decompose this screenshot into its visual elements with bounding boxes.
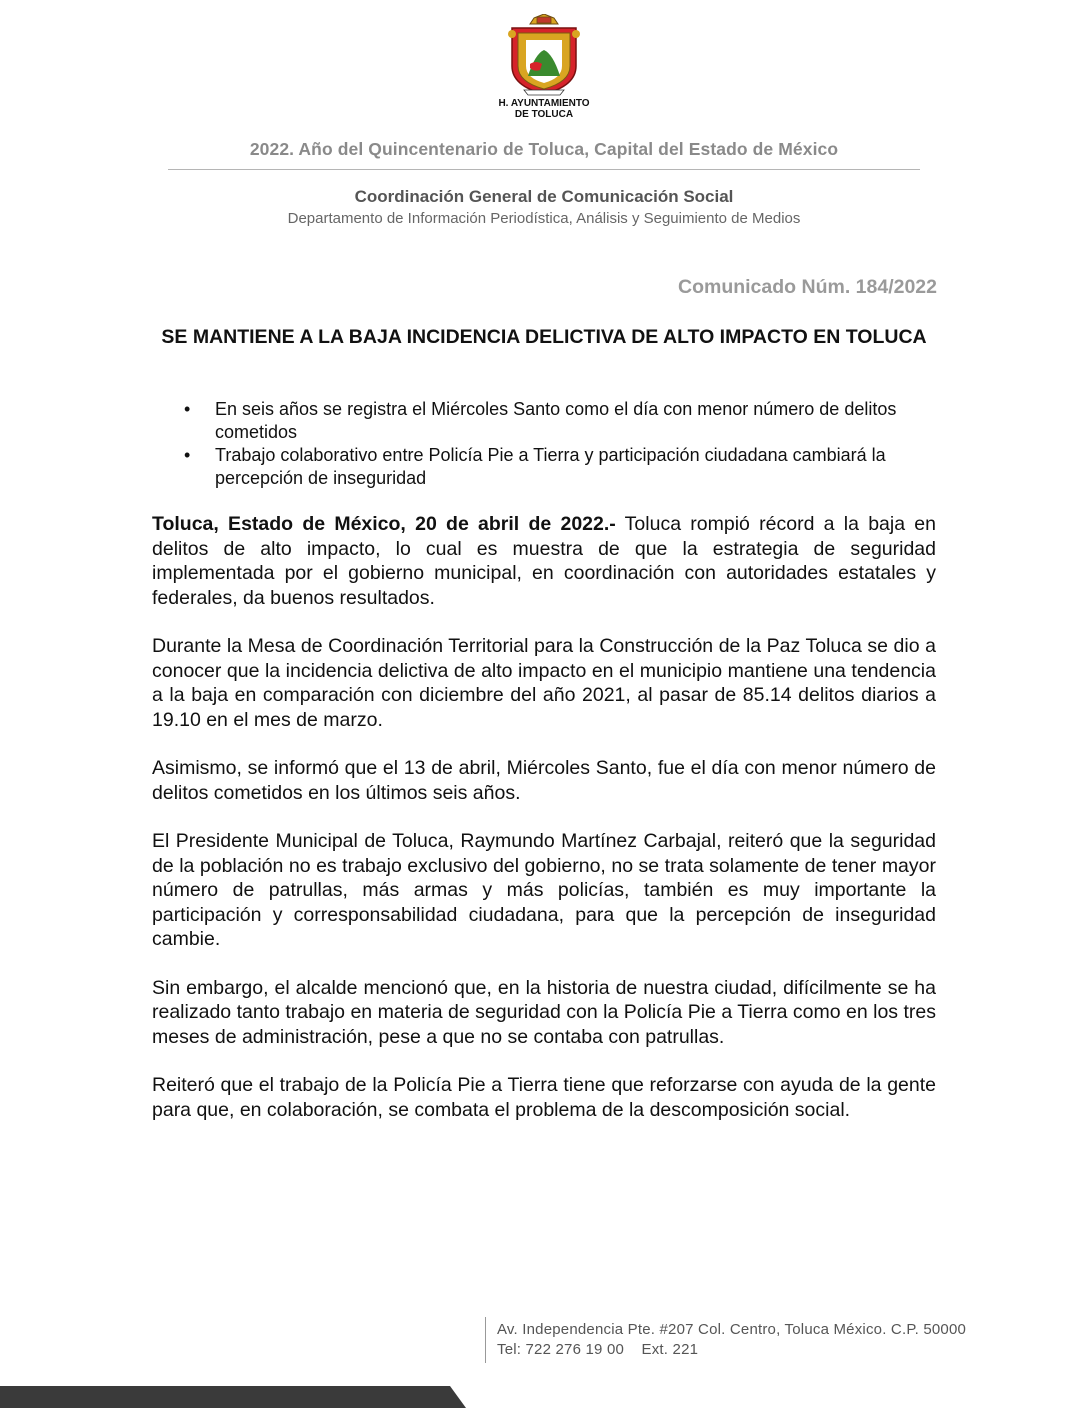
bullet-icon: •: [184, 445, 191, 465]
department-subtitle: Departamento de Información Periodística, Análisis y Seguimiento de Medios: [287, 210, 801, 227]
body-paragraph-3: Asimismo, se informó que el 13 de abril, Miércoles Santo, fue el día con menor número de delitos cometidos en los últimos seis años.: [152, 757, 936, 804]
logo-caption-line2: DE TOLUCA: [514, 109, 574, 120]
coordination-title: Coordinación General de Comunicación Social: [354, 187, 734, 206]
year-motto: 2022. Año del Quincentenario de Toluca, Capital del Estado de México: [249, 139, 839, 159]
footer-contact: [497, 1320, 966, 1360]
footer-extension: Ext. 221: [641, 1341, 699, 1358]
press-release-headline: SE MANTIENE A LA BAJA INCIDENCIA DELICTIVA DE ALTO IMPACTO EN TOLUCA: [161, 326, 927, 348]
toluca-coat-of-arms-logo: [488, 14, 600, 120]
summary-bullet: [176, 398, 936, 444]
paragraph-text: Toluca rompió récord a la baja en delitos de alto impacto, lo cual es muestra de que la estrategia de seguridad implementada por el gobierno municipal, en coordinación con autoridades estatales y federales, da buenos resultados.: [152, 513, 936, 609]
body-paragraph-1: [152, 512, 936, 610]
footer-phone-line: [497, 1340, 966, 1360]
footer-phone: Tel: 722 276 19 00: [497, 1341, 625, 1358]
footer-band-decoration: [0, 1386, 1088, 1408]
body-paragraph-5: Sin embargo, el alcalde mencionó que, en la historia de nuestra ciudad, difícilmente se ha realizado tanto trabajo en materia de seguridad con la Policía Pie a Tierra como en los tres meses de administración, pese a que no se contaba con patrullas.: [152, 976, 936, 1048]
body-paragraph-4: El Presidente Municipal de Toluca, Raymundo Martínez Carbajal, reiteró que la seguridad de la población no es trabajo exclusivo del gobierno, no se trata solamente de tener mayor número de patrullas, más armas y más policías, también es muy importante la participación y corresponsabilidad ciudadana, para que la percepción de inseguridad cambie.: [152, 830, 936, 950]
bullet-text: Trabajo colaborativo entre Policía Pie a Tierra y participación ciudadana cambiará la percepción de inseguridad: [215, 445, 886, 488]
coat-of-arms-shield-icon: [504, 14, 584, 96]
article-body: [152, 512, 936, 1146]
body-paragraph-2: Durante la Mesa de Coordinación Territorial para la Construcción de la Paz Toluca se dio a conocer que la incidencia delictiva de alto impacto en el municipio mantiene una tendencia a la baja en comparación con diciembre del año 2021, al pasar de 85.14 delitos diarios a 19.10 en el mes de marzo.: [152, 635, 936, 731]
logo-caption-line1: H. AYUNTAMIENTO: [498, 98, 590, 109]
communique-number: Comunicado Núm. 184/2022: [677, 276, 937, 298]
footer-divider: [485, 1317, 486, 1363]
summary-bullets: [176, 398, 936, 490]
footer-address-line: Av. Independencia Pte. #207 Col. Centro, Toluca México. C.P. 50000: [497, 1321, 967, 1338]
header-divider: [168, 169, 920, 170]
bullet-icon: •: [184, 399, 191, 419]
body-paragraph-6: Reiteró que el trabajo de la Policía Pie a Tierra tiene que reforzarse con ayuda de la gente para que, en colaboración, se combata el problema de la descomposición social.: [152, 1074, 936, 1121]
summary-bullet: [176, 444, 936, 490]
dateline: Toluca, Estado de México, 20 de abril de 2022.-: [152, 513, 616, 535]
bullet-text: En seis años se registra el Miércoles Santo como el día con menor número de delitos cometidos: [215, 399, 897, 442]
